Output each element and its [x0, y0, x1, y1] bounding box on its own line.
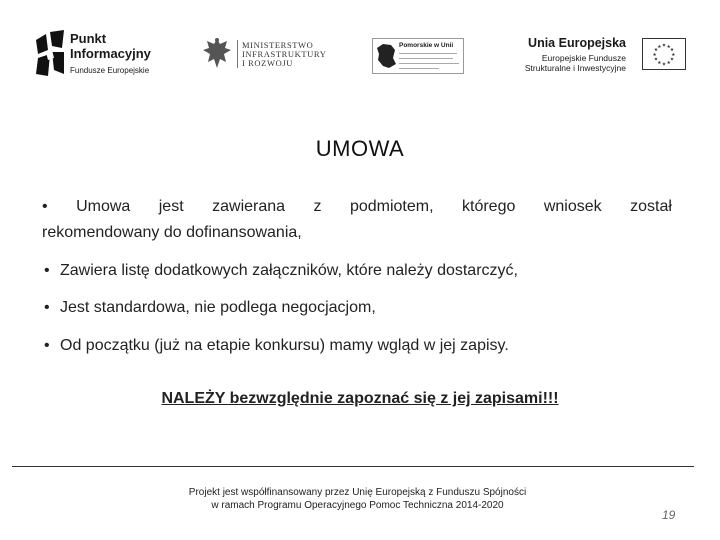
punkt-informacyjny-logo	[34, 30, 164, 80]
paragraph-bullet	[42, 194, 672, 246]
bullet-text: Od początku (już na etapie konkursu) mamy wgląd w jej zapisy.	[60, 337, 509, 354]
pomorskie-map-icon	[375, 42, 397, 70]
paragraph-word: którego	[462, 198, 516, 215]
pomorskie-fine-line	[399, 63, 459, 64]
pomorskie-fine-line	[399, 68, 439, 69]
svg-text:★: ★	[657, 60, 662, 66]
svg-text:★: ★	[661, 43, 667, 49]
logo-bar	[0, 0, 720, 100]
pomorskie-text: Pomorskie w Unii	[399, 42, 454, 49]
pomorskie-fine-line	[399, 53, 457, 54]
ministerstwo-line2: INFRASTRUKTURY	[242, 49, 327, 59]
svg-text:★: ★	[652, 52, 657, 58]
important-notice: NALEŻY bezwzględnie zapoznać się z jej zapisami!!!	[161, 390, 559, 407]
pomorskie-fine-line	[399, 58, 453, 59]
paragraph-word: Umowa	[76, 198, 131, 215]
paragraph-line-2: rekomendowany do dofinansowania,	[42, 224, 302, 241]
bullet-symbol: •	[44, 262, 50, 279]
paragraph-word: podmiotem,	[349, 198, 434, 215]
page-number: 19	[662, 508, 676, 522]
punkt-title: Punkt	[70, 31, 107, 46]
bullet-symbol: •	[44, 337, 50, 354]
punkt-informacyjny-logo-icon	[34, 30, 66, 78]
footer-divider	[12, 466, 694, 467]
eu-title: Unia Europejska	[528, 36, 626, 50]
paragraph-word: z	[313, 198, 322, 215]
pomorskie-logo	[372, 38, 464, 74]
paragraph-line-1	[42, 194, 672, 220]
paragraph-word: wniosek	[543, 198, 602, 215]
ministerstwo-line3: I ROZWOJU	[242, 58, 293, 68]
svg-text:★: ★	[661, 62, 667, 68]
paragraph-word: zawierana	[212, 198, 286, 215]
ministerstwo-line1: MINISTERSTWO	[242, 40, 314, 50]
svg-text:★: ★	[669, 57, 675, 63]
svg-text:★: ★	[653, 57, 659, 63]
eu-logo	[520, 36, 690, 76]
svg-text:★: ★	[666, 44, 671, 50]
fundusze-subtitle: Fundusze Europejskie	[70, 66, 150, 75]
footer	[0, 486, 720, 512]
bullet-text: Zawiera listę dodatkowych załączników, które należy dostarczyć,	[60, 262, 518, 279]
eu-line2: Europejskie Fundusze	[541, 53, 626, 63]
informacyjny-title: Informacyjny	[70, 46, 151, 61]
paragraph-word: jest	[158, 198, 184, 215]
footer-line-2: w ramach Programu Operacyjnego Pomoc Techniczna 2014-2020	[211, 500, 504, 511]
paragraph-word: został	[630, 198, 672, 215]
footer-line-1: Projekt jest współfinansowany przez Unię Europejską z Funduszu Spójności	[188, 487, 527, 498]
bullet-item	[44, 337, 509, 355]
svg-text:★: ★	[653, 48, 659, 54]
slide-title: UMOWA	[315, 136, 405, 161]
svg-text:★: ★	[669, 48, 675, 54]
eagle-emblem-icon	[200, 36, 234, 72]
bullet-item	[44, 299, 376, 317]
svg-text:★: ★	[666, 60, 671, 66]
svg-text:★: ★	[657, 44, 662, 50]
svg-text:★: ★	[671, 52, 676, 58]
eu-line3: Strukturalne i Inwestycyjne	[524, 63, 626, 73]
logo-separator	[237, 40, 238, 68]
eu-flag-icon	[642, 38, 686, 70]
bullet-symbol: •	[44, 299, 50, 316]
bullet-text: Jest standardowa, nie podlega negocjacjom,	[60, 299, 376, 316]
bullet-symbol: •	[42, 198, 48, 215]
bullet-item	[44, 262, 518, 280]
ministerstwo-logo	[200, 36, 330, 76]
